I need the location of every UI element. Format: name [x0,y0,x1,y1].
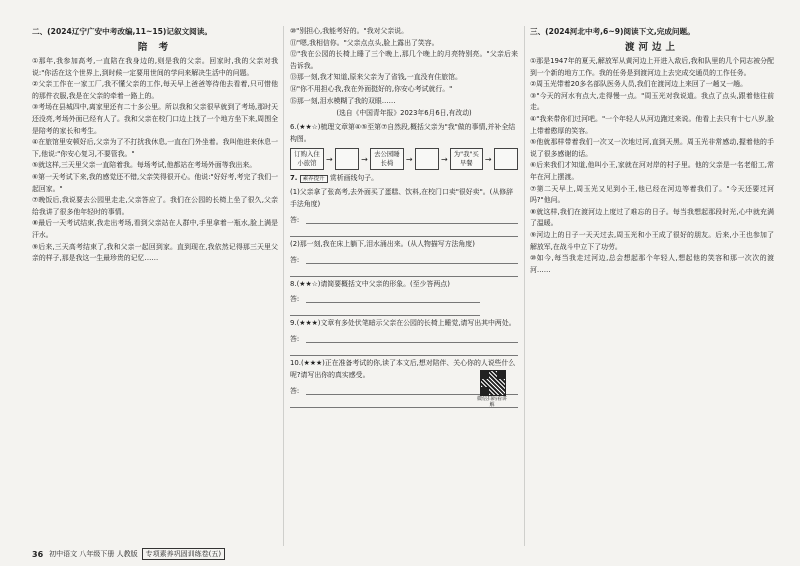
answer-area[interactable]: 答: [290,331,518,343]
arrow-icon: → [325,154,333,164]
paragraph: ⑮那一刻,泪水模糊了我的双眼…… [290,96,396,105]
chart-box-1: 订购入住小旅馆 [290,148,324,170]
chart-blank-2[interactable] [415,148,440,170]
paragraph: ③"今天的河水有点大,走得慢一点。"周玉光对我说道。我点了点头,跟着他往前走。 [530,91,774,112]
paragraph: ⑤他就那样带着我们一次又一次地过河,直到天黑。周玉光非常感动,握着他的手说了很多感谢的话。 [530,138,774,158]
chart-blank-1[interactable] [335,148,360,170]
article-paragraphs-continued [290,26,518,107]
chart-blank-3[interactable] [494,148,518,170]
paragraph: ⑥第一天考试下来,我的感觉还不错,父亲笑得很开心。他说:"好好考,考完了我们一起回家。" [32,172,278,193]
paragraph: ③考场在县城四中,离家里还有二十多公里。所以我和父亲很早就到了考场,那时天还没亮,考场外面已经有人了。我和父亲在校门口边上找了一个地方坐下来,周围全是陪考的家长和考生。 [32,103,278,135]
question-7: 7. 素养提升 赏析画线句子。 [290,174,379,183]
page-number: 36 [32,549,44,559]
paragraph: ⑤就这样,三天里父亲一直陪着我。每场考试,他都站在考场外面等我出来。 [32,161,257,170]
paragraph: ①那年,我参加高考,一直陪在我身边的,则是我的父亲。回家时,我的父亲对我说:"你活在这个世界上,到时候一定要用世间的学问来解决生活中的问题。 [32,57,278,77]
answer-area[interactable]: 答: [290,212,518,224]
answer-line[interactable] [290,265,518,277]
article-title: 渡河边上 [624,42,679,53]
paragraph: ①那是1947年的夏天,解放军从黄河边上开进入敌后,我和队里的几个同志被分配到一个新的地方工作。我的任务是到渡河边上去完成交通员的工作任务。 [530,57,774,77]
page-footer [32,548,280,560]
paragraph: ⑬那一刻,我才知道,原来父亲为了省钱,一直没有住旅馆。 [290,73,462,82]
answer-area[interactable]: 答: [290,252,518,264]
skill-tag: 素养提升 [300,175,328,183]
section-heading: 三、(2024河北中考,6~9)阅读下文,完成问题。 [530,27,695,36]
paragraph: ⑪"嗯,我相信你。"父亲点点头,脸上露出了笑容。 [290,38,439,47]
paragraph: ⑦晚饭后,我说要去公园里走走,父亲答应了。我们在公园的长椅上坐了很久,父亲给我讲了很多他年轻时的事情。 [32,196,278,216]
answer-line[interactable] [290,225,518,237]
answer-line[interactable] [290,344,518,356]
section-heading: 二、(2024辽宁广安中考改编,11~15)记叙文阅读。 [32,27,212,36]
question-10: 10.(★★★)正在准备考试的你,读了本文后,想对陪伴、关心你的人说些什么呢?请写出你的真实感受。 [290,359,516,379]
paragraph: ⑧就这样,我们在渡河边上度过了难忘的日子。每当我想起那段时光,心中就充满了温暖。 [530,207,774,228]
article-paragraphs [530,56,774,276]
paragraph: ⑩如今,每当我走过河边,总会想起那个年轻人,想起他的笑容和那一次次的渡河…… [530,254,774,274]
chart-box-3: 为"我"买早餐 [450,148,483,170]
structure-chart [290,148,518,170]
answer-area[interactable]: 答: [290,383,518,395]
paragraph: ⑭"你不用担心我,我在外面挺好的,你安心考试就行。" [290,84,453,93]
question-7-1: (1)父亲拿了张高考,去外面买了蛋糕、饮料,在校门口卖"很好卖"。(从修辞手法角度) [290,188,513,208]
question-9: 9.(★★★)文章有多处伏笔暗示父亲在公园的长椅上睡觉,请写出其中两处。 [290,319,516,328]
article-title: 陪 考 [137,42,173,53]
paragraph: ②周玉光带着20多名部队医务人员,我们在渡河边上来回了一趟又一趟。 [530,80,747,89]
column-divider [524,26,525,546]
source-note: (选自《中国青年报》2023年6月6日,有改动) [336,109,472,118]
arrow-icon: → [484,154,492,164]
article-paragraphs [32,56,278,265]
paragraph: ②父亲工作在一家工厂,我不懂父亲的工作,每天早上爸爸等待他去看着,只可惜他的那件衣服,我是在父亲的牵着一路上的。 [32,80,278,100]
qr-caption: 微信扫码看讲解 [477,396,508,408]
qr-code-icon[interactable] [480,370,506,396]
answer-area[interactable]: 答: [290,291,480,303]
paragraph: ⑥后来我们才知道,他叫小王,家就在河对岸的村子里。他的父亲是一名老船工,常年在河上摆渡。 [530,161,774,181]
paragraph: ⑨河边上的日子一天天过去,周玉光和小王成了很好的朋友。后来,小王也参加了解放军,在战斗中立下了功劳。 [530,230,774,251]
column-middle [290,26,518,546]
footer-tag: 专项素养巩固训练卷(五) [142,548,225,560]
paragraph: ⑨后来,三天高考结束了,我和父亲一起回到家。直到现在,我依然记得那三天里父亲的样子,那是我这一生最珍贵的记忆…… [32,242,278,263]
question-7-2: (2)那一刻,我在床上躺下,泪水涌出来。(从人物描写方法角度) [290,239,475,248]
arrow-icon: → [441,154,448,164]
arrow-icon: → [405,154,413,164]
book-info: 初中语文 八年级下册 人教版 [49,550,138,558]
column-divider [283,26,284,546]
paragraph: ⑫"我在公园的长椅上睡了三个晚上,那几个晚上的月亮特别亮。"父亲后来告诉我。 [290,50,518,70]
column-right [530,26,774,546]
answer-line[interactable] [290,304,480,316]
paragraph: ⑧最后一天考试结束,我走出考场,看到父亲站在人群中,手里拿着一瓶水,脸上满是汗水。 [32,219,278,239]
paragraph: ④"我来带你们过河吧。"一个年轻人从河边跑过来说。他看上去只有十七八岁,脸上带着憨厚的笑容。 [530,114,774,135]
arrow-icon: → [361,154,368,164]
paragraph: ⑩"别担心,我能考好的。"我对父亲说。 [290,27,409,35]
question-8: 8.(★★☆)请简要概括文中父亲的形象。(至少答两点) [290,279,450,288]
paragraph: ④在旅馆里安顿好后,父亲为了不打扰我休息,一直在门外坐着。我叫他进来休息一下,他说:"你安心复习,不要管我。" [32,138,278,158]
chart-box-2: 去公园睡长椅 [370,148,404,170]
column-left [32,26,278,546]
question-6: 6.(★★☆)梳理文章第④⑤至第⑦自然段,概括父亲为"我"做的事情,并补全结构图。 [290,122,516,143]
paragraph: ⑦第二天早上,周玉光又见到小王,他已经在河边等着我们了。"今天还要过河吗?"他问。 [530,184,774,205]
